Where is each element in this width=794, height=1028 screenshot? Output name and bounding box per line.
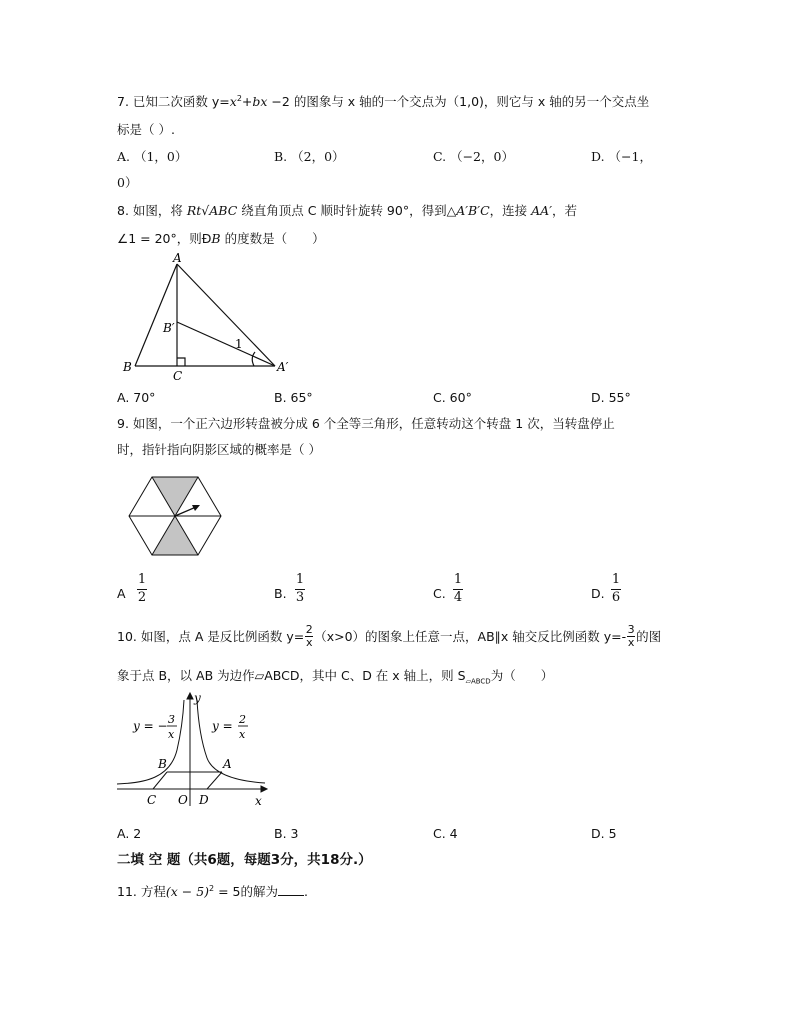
q10-segment-ad <box>207 772 222 789</box>
q9-option-c-fraction[interactable] <box>453 573 463 606</box>
q7-bx: bx <box>252 94 268 110</box>
q10-stem-line1 <box>117 624 661 649</box>
q10-area-subscript: ▱ABCD <box>465 677 491 686</box>
q9-shaded-triangle-top <box>152 477 198 516</box>
q9-option-a-letter[interactable]: A <box>117 586 126 601</box>
q10-point-a: A <box>223 757 232 771</box>
q7-option-d-wrap: 0） <box>117 175 138 190</box>
q10-option-a[interactable]: A. 2 <box>117 826 142 841</box>
q8-text-c: ，连接 <box>489 203 532 218</box>
q9-option-c-letter[interactable]: C. <box>433 586 446 601</box>
q10-point-b: B <box>158 757 167 771</box>
q8-label-b: B <box>123 360 132 374</box>
q11-answer-blank[interactable] <box>278 884 304 896</box>
q7-option-c[interactable]: C. （−2，0） <box>433 149 514 164</box>
q11-period: . <box>304 884 308 900</box>
q10-text-c: 的图 <box>636 629 662 645</box>
q10-fraction-negative <box>627 624 635 649</box>
q10-f1-denominator: x <box>305 636 313 650</box>
q10-origin: O <box>178 793 188 807</box>
q8-side-ab <box>135 264 177 366</box>
q8-stem-line1 <box>117 203 577 218</box>
q11-stem <box>117 884 308 899</box>
q9-hexagon-spinner <box>120 470 230 562</box>
q9-option-b-letter[interactable]: B. <box>274 586 287 601</box>
q8-option-a[interactable]: A. 70° <box>117 390 156 405</box>
q8-side-ba-prime <box>177 322 275 366</box>
q8-rotated-triangle: △A′B′C <box>446 203 490 218</box>
q10-option-d[interactable]: D. 5 <box>591 826 617 841</box>
q10-point-d: D <box>199 793 209 807</box>
q10-left-denominator: x <box>168 728 175 741</box>
q9-option-a-numerator: 1 <box>137 572 147 587</box>
q10-f2-denominator: x <box>627 636 635 650</box>
q10-text-a: 10. 如图，点 A 是反比例函数 y= <box>117 629 305 645</box>
q8-text-a: 8. 如图，将 <box>117 203 187 218</box>
q7-option-b[interactable]: B. （2，0） <box>274 149 345 164</box>
q8-label-a-prime: A′ <box>277 360 289 374</box>
q7-stem-line2: 标是（ ）. <box>117 122 175 137</box>
q9-shaded-triangle-bottom <box>152 516 198 555</box>
q9-option-b-fraction[interactable] <box>295 573 305 606</box>
q8-text-b: 绕直角顶点 C 顺时针旋转 90°，得到 <box>237 203 447 218</box>
q9-option-b-numerator: 1 <box>295 572 305 587</box>
q10-text-line2-b: 为（ ） <box>490 668 554 683</box>
q8-label-angle-1: 1 <box>235 337 243 351</box>
q11-text-b: = 5的解为 <box>214 884 279 900</box>
q8-segment-aa: AA′ <box>531 203 553 218</box>
q8-label-b-prime: B′ <box>163 321 175 335</box>
q8-angle-arc <box>252 352 255 366</box>
q8-rt-triangle: Rt√ABC <box>186 203 238 218</box>
q8-right-angle-mark <box>177 358 185 366</box>
q10-f2-numerator: 3 <box>627 623 635 636</box>
q7-text-a: 7. 已知二次函数 y= <box>117 94 230 110</box>
q9-option-a-fraction[interactable] <box>137 573 147 606</box>
q7-stem-line1 <box>117 94 649 109</box>
q7-exponent: 2 <box>236 94 242 103</box>
q7-option-d[interactable]: D. （−1， <box>591 149 652 164</box>
q9-option-d-fraction[interactable] <box>611 573 621 606</box>
q11-text-a: 11. 方程 <box>117 884 166 900</box>
q10-x-arrow <box>261 786 267 792</box>
q10-option-b[interactable]: B. 3 <box>274 826 299 841</box>
q8-option-b[interactable]: B. 65° <box>274 390 313 405</box>
q9-option-c-numerator: 1 <box>453 572 463 587</box>
q10-option-c[interactable]: C. 4 <box>433 826 458 841</box>
q7-x: x <box>229 94 237 110</box>
q8-option-d[interactable]: D. 55° <box>591 390 631 405</box>
q8-option-c[interactable]: C. 60° <box>433 390 472 405</box>
q10-graph <box>115 688 280 810</box>
q10-right-numerator: 2 <box>239 713 246 726</box>
q9-option-d-denominator: 6 <box>611 589 621 605</box>
q8-angle-b: B <box>211 231 221 246</box>
q10-text-b: （x>0）的图象上任意一点，AB∥x 轴交反比例函数 y=- <box>314 629 627 645</box>
q8-text-d: ，若 <box>552 203 578 218</box>
q7-option-a[interactable]: A. （1，0） <box>117 149 188 164</box>
q11-exponent: 2 <box>209 884 215 893</box>
q9-option-d-letter[interactable]: D. <box>591 586 605 601</box>
q9-option-a-denominator: 2 <box>137 589 147 605</box>
q8-side-aa <box>177 264 275 366</box>
q8-label-a: A <box>173 251 182 265</box>
q10-right-denominator: x <box>239 728 246 741</box>
q8-label-c: C <box>173 369 183 383</box>
q10-f1-numerator: 2 <box>305 623 313 636</box>
q9-option-d-numerator: 1 <box>611 572 621 587</box>
q8-figure <box>110 250 310 385</box>
q8-angle-text: ∠1 = 20°，则Ð <box>117 231 212 246</box>
q8-stem-line2 <box>117 231 325 246</box>
q10-y-label: y <box>194 691 201 705</box>
q9-option-c-denominator: 4 <box>453 589 463 605</box>
q10-text-line2-a: 象于点 B，以 AB 为边作▱ABCD，其中 C、D 在 x 轴上，则 S <box>117 668 466 683</box>
q7-plus: + <box>241 94 253 110</box>
q10-stem-line2 <box>117 668 553 686</box>
q11-expression: (x − 5) <box>165 884 210 900</box>
q7-text-c: −2 的图象与 x 轴的一个交点为（1,0)，则它与 x 轴的另一个交点坐 <box>267 94 650 110</box>
q9-stem-line2: 时，指针指向阴影区域的概率是（ ） <box>117 442 321 457</box>
section-fill-in-title: 二填 空 题（共6题，每题3分，共18分.） <box>117 852 372 868</box>
q10-left-equation: y = − <box>133 719 168 733</box>
q9-stem-line1: 9. 如图，一个正六边形转盘被分成 6 个全等三角形，任意转动这个转盘 1 次，当转盘停止 <box>117 416 615 431</box>
q9-option-b-denominator: 3 <box>295 589 305 605</box>
q10-left-numerator: 3 <box>168 713 175 726</box>
q10-y-arrow <box>187 693 193 699</box>
q10-point-c: C <box>147 793 157 807</box>
q10-right-equation: y = <box>212 719 233 733</box>
q10-fraction-positive <box>305 624 313 649</box>
q8-question-tail: 的度数是（ ） <box>220 231 325 246</box>
q10-x-label: x <box>255 794 262 808</box>
